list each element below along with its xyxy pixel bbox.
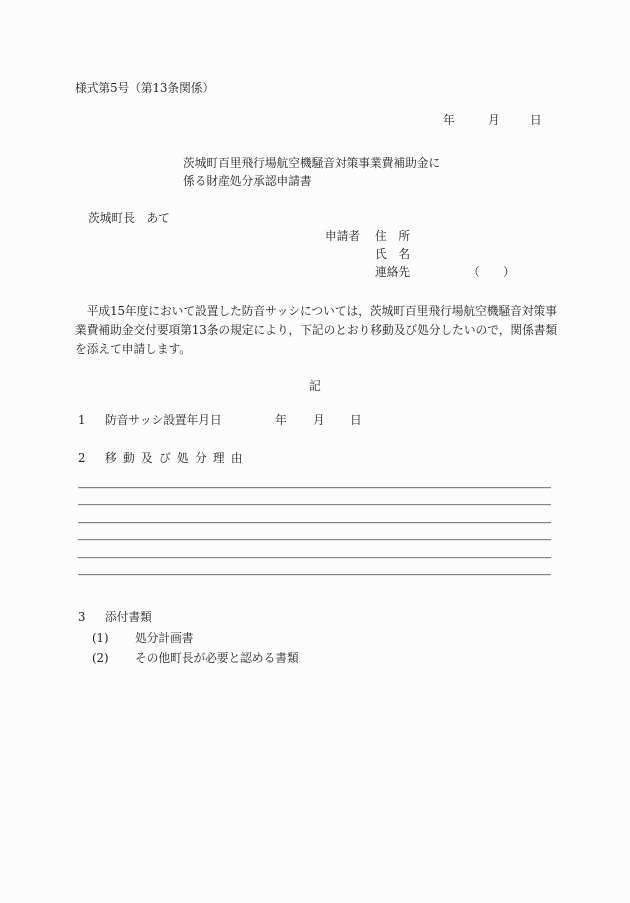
item1-label: 防音サッシ設置年月日	[105, 413, 222, 427]
applicant-label: 申請者	[325, 229, 361, 243]
reason-ruled-line	[78, 504, 551, 506]
item1-month-label: 月	[313, 413, 325, 427]
reason-ruled-line	[78, 574, 551, 576]
item1-number: 1	[78, 413, 86, 427]
issue-date-day-label: 日	[530, 113, 542, 127]
item3-subitem2-label: その他町長が必要と認める書類	[135, 651, 299, 665]
applicant-address-label: 住 所	[375, 229, 411, 243]
issue-date-year-label: 年	[443, 113, 455, 127]
applicant-name-label: 氏 名	[375, 247, 411, 261]
document-title-line2: 係る財産処分承認申請書	[183, 174, 312, 188]
section-heading-ki: 記	[309, 379, 321, 393]
body-line: 業費補助金交付要項第13条の規定により，下記のとおり移動及び処分したいので，関係書類	[75, 323, 558, 337]
reason-ruled-line	[78, 539, 551, 541]
addressee: 茨城町長 あて	[88, 211, 170, 225]
item2-number: 2	[78, 451, 86, 465]
item1-year-label: 年	[275, 413, 287, 427]
issue-date-line	[443, 113, 542, 186]
item3-label: 添付書類	[105, 610, 152, 624]
applicant-contact-parens: （ ）	[468, 265, 515, 279]
document-title-line1: 茨城町百里飛行場航空機騒音対策事業費補助金に	[183, 156, 441, 170]
item3-number: 3	[78, 610, 86, 624]
reason-ruled-line	[78, 487, 551, 489]
reason-ruled-line	[78, 557, 551, 559]
item2-label: 移動及び処分理由	[105, 451, 249, 465]
reason-ruled-line	[78, 522, 551, 524]
item1-day-label: 日	[350, 413, 362, 427]
applicant-contact-label: 連絡先	[375, 265, 411, 279]
body-line: を添えて申請します。	[75, 342, 191, 356]
body-line: 平成15年度において設置した防音サッシについては，茨城町百里飛行場航空機騒音対策事	[75, 304, 557, 318]
form-number: 様式第5号（第13条関係）	[75, 81, 215, 95]
item3-subitem1-label: 処分計画書	[135, 631, 194, 645]
item3-subitem1-number: (1)	[92, 631, 109, 645]
item3-subitem2-number: (2)	[92, 651, 109, 665]
issue-date-month-label: 月	[488, 113, 500, 127]
